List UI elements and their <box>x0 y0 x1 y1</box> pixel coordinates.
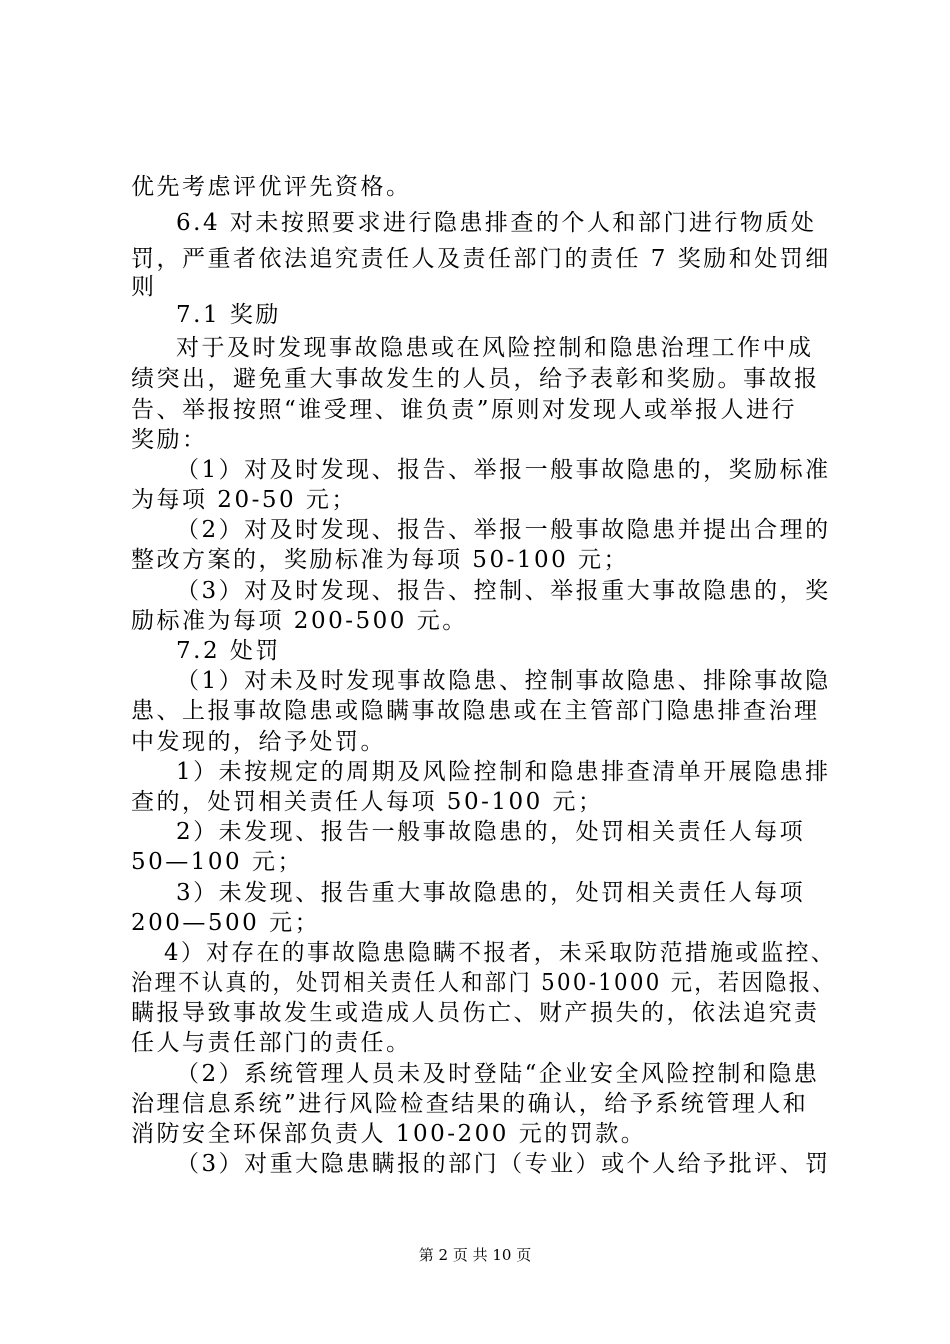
text-line: 3）未发现、报告重大事故隐患的，处罚相关责任人每项 <box>176 880 806 906</box>
text-line: （2）对及时发现、报告、举报一般事故隐患并提出合理的 <box>176 517 831 543</box>
text-line: 告、举报按照“谁受理、谁负责”原则对发现人或举报人进行 <box>131 397 798 423</box>
text-line: 则 <box>131 274 157 300</box>
text-line: （2）系统管理人员未及时登陆“企业安全风险控制和隐患 <box>176 1061 820 1087</box>
text-line: 奖励： <box>131 427 208 453</box>
text-line: 50—100 元； <box>131 849 303 875</box>
text-line: 查的，处罚相关责任人每项 50-100 元； <box>131 789 604 815</box>
text-line: 整改方案的，奖励标准为每项 50-100 元； <box>131 547 630 573</box>
text-line: 6.4 对未按照要求进行隐患排查的个人和部门进行物质处 <box>176 210 817 236</box>
text-line: 罚，严重者依法追究责任人及责任部门的责任 7 奖励和处罚细 <box>131 246 831 272</box>
section-heading: 7.1 奖励 <box>176 302 281 328</box>
text-line: 4）对存在的事故隐患隐瞒不报者，未采取防范措施或监控、 <box>164 940 837 966</box>
text-line: 1）未按规定的周期及风险控制和隐患排查清单开展隐患排 <box>176 759 831 785</box>
text-line: 瞒报导致事故发生或造成人员伤亡、财产损失的，依法追究责 <box>131 1000 820 1026</box>
text-line: 中发现的，给予处罚。 <box>131 729 386 755</box>
text-line: 治理不认真的，处罚相关责任人和部门 500-1000 元，若因隐报、 <box>131 970 836 996</box>
text-line: 患、上报事故隐患或隐瞒事故隐患或在主管部门隐患排查治理 <box>131 698 820 724</box>
text-line: 任人与责任部门的责任。 <box>131 1030 412 1056</box>
text-line: 治理信息系统”进行风险检查结果的确认，给予系统管理人和 <box>131 1091 809 1117</box>
text-line: 励标准为每项 200-500 元。 <box>131 608 468 634</box>
text-line: （3）对重大隐患瞒报的部门（专业）或个人给予批评、罚 <box>176 1151 831 1177</box>
text-line: 2）未发现、报告一般事故隐患的，处罚相关责任人每项 <box>176 819 806 845</box>
section-heading: 7.2 处罚 <box>176 638 281 664</box>
text-line: 绩突出，避免重大事故发生的人员，给予表彰和奖励。事故报 <box>131 366 820 392</box>
text-line: 200—500 元； <box>131 910 321 936</box>
text-line: 为每项 20-50 元； <box>131 487 357 513</box>
text-line: （3）对及时发现、报告、控制、举报重大事故隐患的，奖 <box>176 578 831 604</box>
text-line: 优先考虑评优评先资格。 <box>131 174 412 200</box>
text-line: 消防安全环保部负责人 100-200 元的罚款。 <box>131 1121 647 1147</box>
page-number: 第 2 页 共 10 页 <box>418 1246 532 1264</box>
text-line: （1）对未及时发现事故隐患、控制事故隐患、排除事故隐 <box>176 668 831 694</box>
text-line: 对于及时发现事故隐患或在风险控制和隐患治理工作中成 <box>176 335 814 361</box>
text-line: （1）对及时发现、报告、举报一般事故隐患的，奖励标准 <box>176 457 831 483</box>
